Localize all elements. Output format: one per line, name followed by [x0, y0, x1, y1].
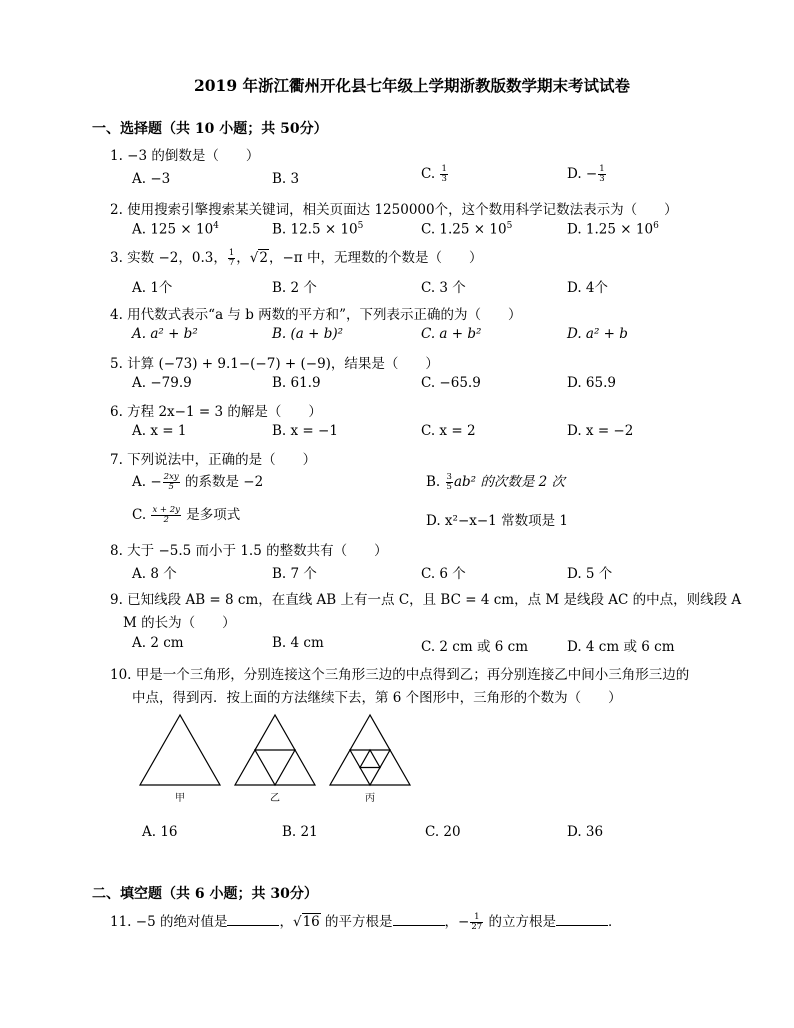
q11-stem	[110, 910, 621, 932]
q7-b-frac-den: 5	[446, 482, 452, 492]
q3-fraction	[228, 249, 235, 268]
q1-d-frac-den: 3	[599, 174, 605, 184]
q9-stem-line1: 9. 已知线段 AB = 8 cm，在直线 AB 上有一点 C，且 BC = 4 cm，点 M 是线段 AC 的中点，则线段 A	[110, 592, 742, 608]
q11-mid3: ，−	[444, 914, 470, 930]
q7-option-a	[132, 470, 263, 492]
q8-option-b: B. 7 个	[272, 566, 317, 582]
q11-blank-1[interactable]	[227, 925, 279, 926]
q7-a-frac-den: 5	[168, 482, 174, 492]
q6-option-b: B. x = −1	[272, 423, 338, 439]
q10-option-d: D. 36	[567, 824, 604, 840]
section-choice-heading: 一、选择题（共 10 小题；共 50分）	[92, 121, 328, 137]
q7-c-pre: C.	[132, 507, 151, 523]
q10-stem-line1: 10. 甲是一个三角形，分别连接这个三角形三边的中点得到乙；再分别连接乙中间小三角形三边的	[110, 667, 690, 683]
q1-c-frac-den: 3	[441, 174, 447, 184]
q7-b-fraction	[446, 473, 453, 492]
q7-option-d: D. x²−x−1 常数项是 1	[426, 513, 568, 529]
q3-option-c: C. 3 个	[421, 280, 466, 296]
q5-option-d: D. 65.9	[567, 375, 616, 391]
q7-b-frac-num: 3	[446, 472, 452, 482]
figure-label-yi: 乙	[270, 793, 280, 804]
q11-frac-num: 1	[470, 913, 483, 923]
q10-option-b: B. 21	[282, 824, 318, 840]
q2-option-c	[421, 221, 512, 238]
q11-sqrt-arg: 16	[302, 914, 320, 930]
q9-option-c: C. 2 cm 或 6 cm	[421, 639, 528, 655]
triangle-jia-outer	[140, 715, 220, 785]
q9-option-a: A. 2 cm	[132, 635, 184, 651]
q10-triangle-figures	[130, 712, 420, 812]
q2-option-b	[272, 221, 363, 238]
q11-fraction	[470, 913, 483, 932]
q3-stem-post: ，−π 中，无理数的个数是（ ）	[268, 250, 483, 266]
q7-a-pre: A. −	[132, 474, 162, 490]
q5-option-b: B. 61.9	[272, 375, 321, 391]
q3-sqrt-arg: 2	[259, 250, 268, 266]
q10-stem-line2: 中点，得到丙．按上面的方法继续下去，第 6 个图形中，三角形的个数为（ ）	[132, 690, 622, 706]
q7-stem: 7. 下列说法中，正确的是（ ）	[110, 452, 317, 468]
q11-post: 的立方根是	[484, 914, 556, 930]
q7-a-post: 的系数是 −2	[180, 474, 264, 490]
q11-mid1: ，√	[279, 914, 302, 930]
figure-bing	[330, 715, 410, 785]
figure-yi	[235, 715, 315, 785]
q1-option-d	[567, 165, 607, 184]
q7-c-post: 是多项式	[181, 507, 241, 523]
q4-option-d: D. a² + b	[567, 326, 628, 342]
q1-option-c-fraction	[440, 165, 447, 184]
q11-frac-den: 27	[471, 922, 483, 932]
q10-option-a: A. 16	[142, 824, 178, 840]
q1-option-d-prefix: D. −	[567, 166, 598, 182]
q7-option-c	[132, 503, 240, 525]
triangle-yi-inner	[255, 750, 295, 785]
q3-option-a: A. 1个	[132, 280, 173, 296]
q9-option-d: D. 4 cm 或 6 cm	[567, 639, 675, 655]
q2-a-base: A. 125 × 10	[132, 221, 214, 238]
q10-option-c: C. 20	[425, 824, 461, 840]
q11-pre: 11. −5 的绝对值是	[110, 914, 228, 930]
q3-frac-num: 1	[228, 248, 235, 258]
q11-blank-3[interactable]	[556, 925, 608, 926]
q1-stem: 1. −3 的倒数是（ ）	[110, 148, 260, 164]
q3-frac-den: 7	[228, 258, 235, 268]
q4-option-b: B. (a + b)²	[272, 326, 344, 342]
q5-option-a: A. −79.9	[132, 375, 192, 391]
q7-b-post: ab² 的次数是 2 次	[453, 474, 566, 490]
q2-stem: 2. 使用搜索引擎搜索某关键词，相关页面达 1250000个，这个数用科学记数法表示为（ ）	[110, 202, 678, 218]
q4-option-a: A. a² + b²	[132, 326, 198, 342]
q1-c-frac-num: 1	[441, 164, 447, 174]
q2-c-base: C. 1.25 × 10	[421, 221, 507, 238]
q2-option-d	[567, 221, 659, 238]
q2-a-exponent: 4	[213, 221, 219, 231]
q9-stem-line2: M 的长为（ ）	[123, 615, 236, 631]
q3-stem	[110, 246, 482, 268]
q11-blank-2[interactable]	[393, 925, 445, 926]
q4-option-c: C. a + b²	[421, 326, 482, 342]
q7-c-fraction	[151, 506, 181, 525]
q2-b-exponent: 5	[357, 221, 364, 231]
q1-option-c	[421, 165, 449, 184]
q3-stem-mid: ，√	[236, 250, 259, 266]
q9-option-b: B. 4 cm	[272, 635, 324, 651]
q5-option-c: C. −65.9	[421, 375, 481, 391]
q7-c-frac-num: x + 2y	[152, 505, 180, 515]
q8-stem: 8. 大于 −5.5 而小于 1.5 的整数共有（ ）	[110, 543, 388, 559]
q7-option-b	[426, 470, 565, 492]
figure-label-jia: 甲	[175, 793, 185, 804]
q8-option-c: C. 6 个	[421, 566, 466, 582]
q1-option-a: A. −3	[132, 171, 171, 187]
q3-stem-pre: 3. 实数 −2，0.3，	[110, 250, 227, 266]
q11-end: ．	[607, 914, 622, 930]
figure-label-bing: 丙	[365, 793, 375, 804]
section-fill-heading: 二、填空题（共 6 小题；共 30分）	[92, 886, 318, 902]
q2-b-base: B. 12.5 × 10	[272, 221, 358, 238]
q3-option-d: D. 4个	[567, 280, 609, 296]
triangle-bing-inner	[360, 750, 380, 768]
q6-option-c: C. x = 2	[421, 423, 476, 439]
exam-title: 2019 年浙江衢州开化县七年级上学期浙教版数学期末考试试卷	[193, 76, 631, 95]
q2-d-base: D. 1.25 × 10	[567, 221, 654, 238]
q7-c-frac-den: 2	[163, 515, 169, 525]
q7-a-frac-num: 2xy	[163, 472, 179, 482]
q7-a-fraction	[163, 473, 180, 492]
q1-option-d-fraction	[598, 165, 605, 184]
q7-b-pre: B.	[426, 474, 445, 490]
q1-d-frac-num: 1	[599, 164, 605, 174]
q6-stem: 6. 方程 2x−1 = 3 的解是（ ）	[110, 404, 322, 420]
figure-jia	[140, 715, 220, 785]
q1-option-b: B. 3	[272, 171, 300, 187]
q8-option-d: D. 5 个	[567, 566, 613, 582]
q1-option-c-prefix: C.	[421, 166, 440, 182]
q8-option-a: A. 8 个	[132, 566, 177, 582]
q2-option-a	[132, 221, 219, 238]
q6-option-d: D. x = −2	[567, 423, 634, 439]
q4-stem: 4. 用代数式表示“a 与 b 两数的平方和”，下列表示正确的为（ ）	[110, 307, 522, 323]
q6-option-a: A. x = 1	[132, 423, 187, 439]
q2-c-exponent: 5	[506, 221, 513, 231]
q5-stem: 5. 计算 (−73) + 9.1−(−7) + (−9)，结果是（ ）	[110, 356, 439, 372]
q3-option-b: B. 2 个	[272, 280, 317, 296]
q11-mid2: 的平方根是	[320, 914, 393, 930]
q2-d-exponent: 6	[653, 221, 659, 231]
